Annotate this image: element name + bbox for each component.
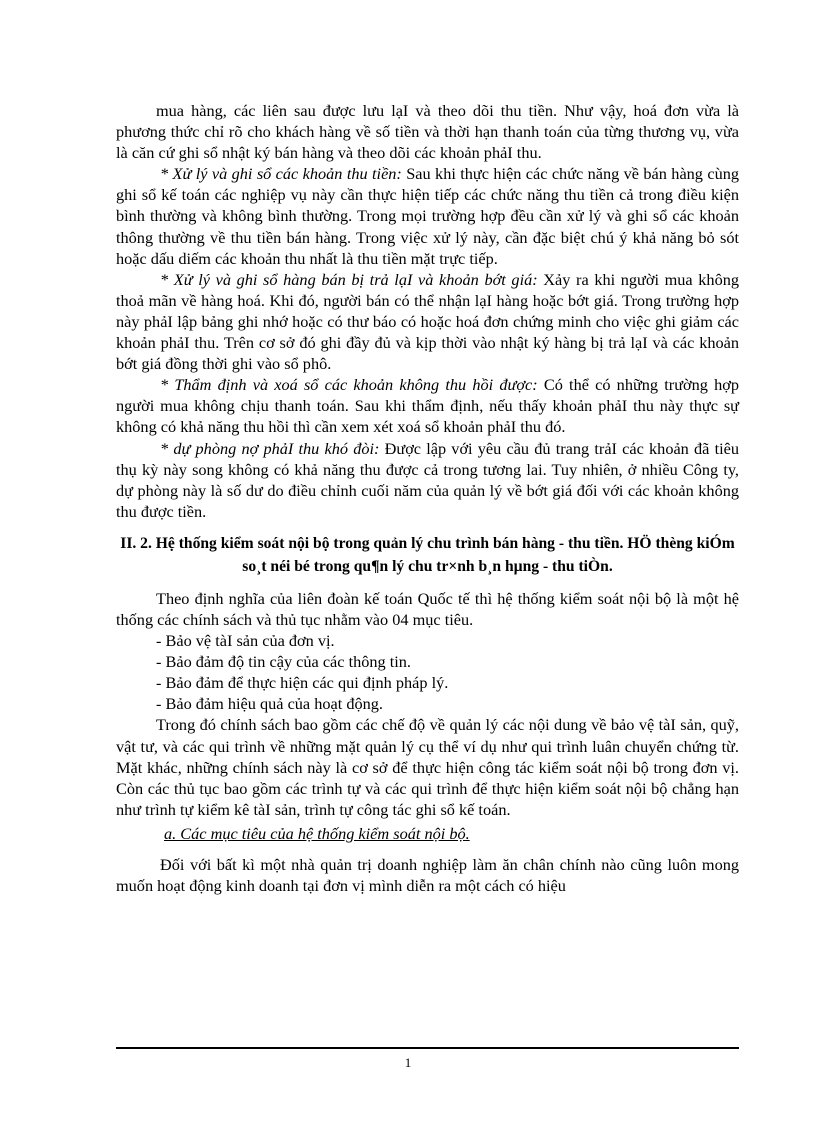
subheading: a. Các mục tiêu của hệ thống kiểm soát nội bộ. xyxy=(164,823,470,843)
section-label: * Thẩm định và xoá sổ các khoản không thu hồi được: xyxy=(160,375,538,395)
section-label: * dự phòng nợ phảI thu khó đòi: xyxy=(160,438,380,458)
section-label: * Xử lý và ghi sổ các khoản thu tiền: xyxy=(160,164,402,184)
section-heading: II. 2. Hệ thống kiểm soát nội bộ trong quản lý chu trình bán hàng - thu tiền. HÖ thèng kiÓm so¸t néi bé trong qu¶n lý chu tr×nh b¸n hµng - thu tiÒn. xyxy=(120,534,735,575)
section-text: Sau khi thực hiện các chức năng về bán hàng cùng ghi sổ kế toán các nghiệp vụ này cần thực hiện tiếp các chức năng thu tiền cả trong điều kiện bình thường và không bình thường. Trong mọi trường hợp đều cần xử lý và ghi sổ các khoản thông thường về thu tiền bán hàng. Trong việc xử lý này, cần đặc biệt chú ý khả năng bỏ sót hoặc dấu diếm các khoản thu nhất là thu tiền mặt trực tiếp. xyxy=(116,164,739,268)
section-text: Có thể có những trường hợp người mua không chịu thanh toán. Sau khi thẩm định, nếu thấy khoản phảI thu này thực sự không có khả năng thu hồi thì cần xem xét xoá sổ khoản phảI thu đó. xyxy=(116,375,739,437)
section-writeoff xyxy=(116,374,739,437)
page-number: 1 xyxy=(404,1055,412,1070)
list-item: - Bảo đảm để thực hiện các qui định pháp lý. xyxy=(156,673,449,693)
section-collections xyxy=(116,163,739,268)
section-text: Xảy ra khi người mua không thoả mãn về hàng hoá. Khi đó, người bán có thể nhận lạI hàng hoặc bớt giá. Trong trường hợp này phảI lập bảng ghi nhớ hoặc có thư báo có hoặc hoá đơn chứng minh cho việc ghi giảm các khoản phảI thu. Trên cơ sở đó ghi đầy đủ và kịp thời vào nhật ký hàng bị trả lạI và các khoản bớt giá đồng thời ghi vào sổ phô. xyxy=(116,269,739,374)
paragraph-invoice: mua hàng, các liên sau được lưu lạI và theo dõi thu tiền. Như vậy, hoá đơn vừa là phương thức chỉ rõ cho khách hàng về số tiền và thời hạn thanh toán của từng thương vụ, vừa là căn cứ ghi sổ nhật ký bán hàng và theo dõi các khoản phảI thu. xyxy=(116,101,739,163)
list-item: - Bảo đảm hiệu quả của hoạt động. xyxy=(156,694,383,714)
paragraph-last: Đối với bất kì một nhà quản trị doanh nghiệp làm ăn chân chính nào cũng luôn mong muốn hoạt động kinh doanh tại đơn vị mình diễn ra một cách có hiệu xyxy=(116,855,739,896)
section-provision xyxy=(116,438,739,522)
footer-rule xyxy=(116,1047,739,1049)
list-item: - Bảo vệ tàI sản của đơn vị. xyxy=(156,631,335,651)
paragraph-intro: Theo định nghĩa của liên đoàn kế toán Quốc tế thì hệ thống kiểm soát nội bộ là một hệ thống các chính sách và thủ tục nhằm vào 04 mục tiêu. xyxy=(116,588,739,629)
section-returns xyxy=(116,269,739,374)
section-text: Được lập với yêu cầu đủ trang trảI các khoản đã tiêu thụ kỳ này song không có khả năng thu được cả trong tương lai. Tuy nhiên, ở nhiều Công ty, dự phòng này là số dư do điều chỉnh cuối năm của quản lý về bớt giá đối với các khoản không thu được tiền. xyxy=(116,438,739,521)
document-body xyxy=(116,100,739,896)
goals-list xyxy=(116,630,739,714)
section-label: * Xử lý và ghi sổ hàng bán bị trả lạI và khoản bớt giá: xyxy=(160,269,538,289)
list-item: - Bảo đảm độ tin cậy của các thông tin. xyxy=(156,652,411,672)
paragraph-policy: Trong đó chính sách bao gồm các chế độ về quản lý các nội dung về bảo vệ tàI sản, quỹ, vật tư, và các qui trình về những mặt quản lý cụ thể ví dụ như qui trình luân chuyển chứng từ. Mặt khác, những chính sách này là cơ sở để thực hiện công tác kiểm soát nội bộ trong đơn vị. Còn các thủ tục bao gồm các trình tự và các qui trình để thực hiện kiểm soát nội bộ chẳng hạn như trình tự kiểm kê tàI sản, trình tự công tác ghi sổ kế toán. xyxy=(116,715,739,819)
